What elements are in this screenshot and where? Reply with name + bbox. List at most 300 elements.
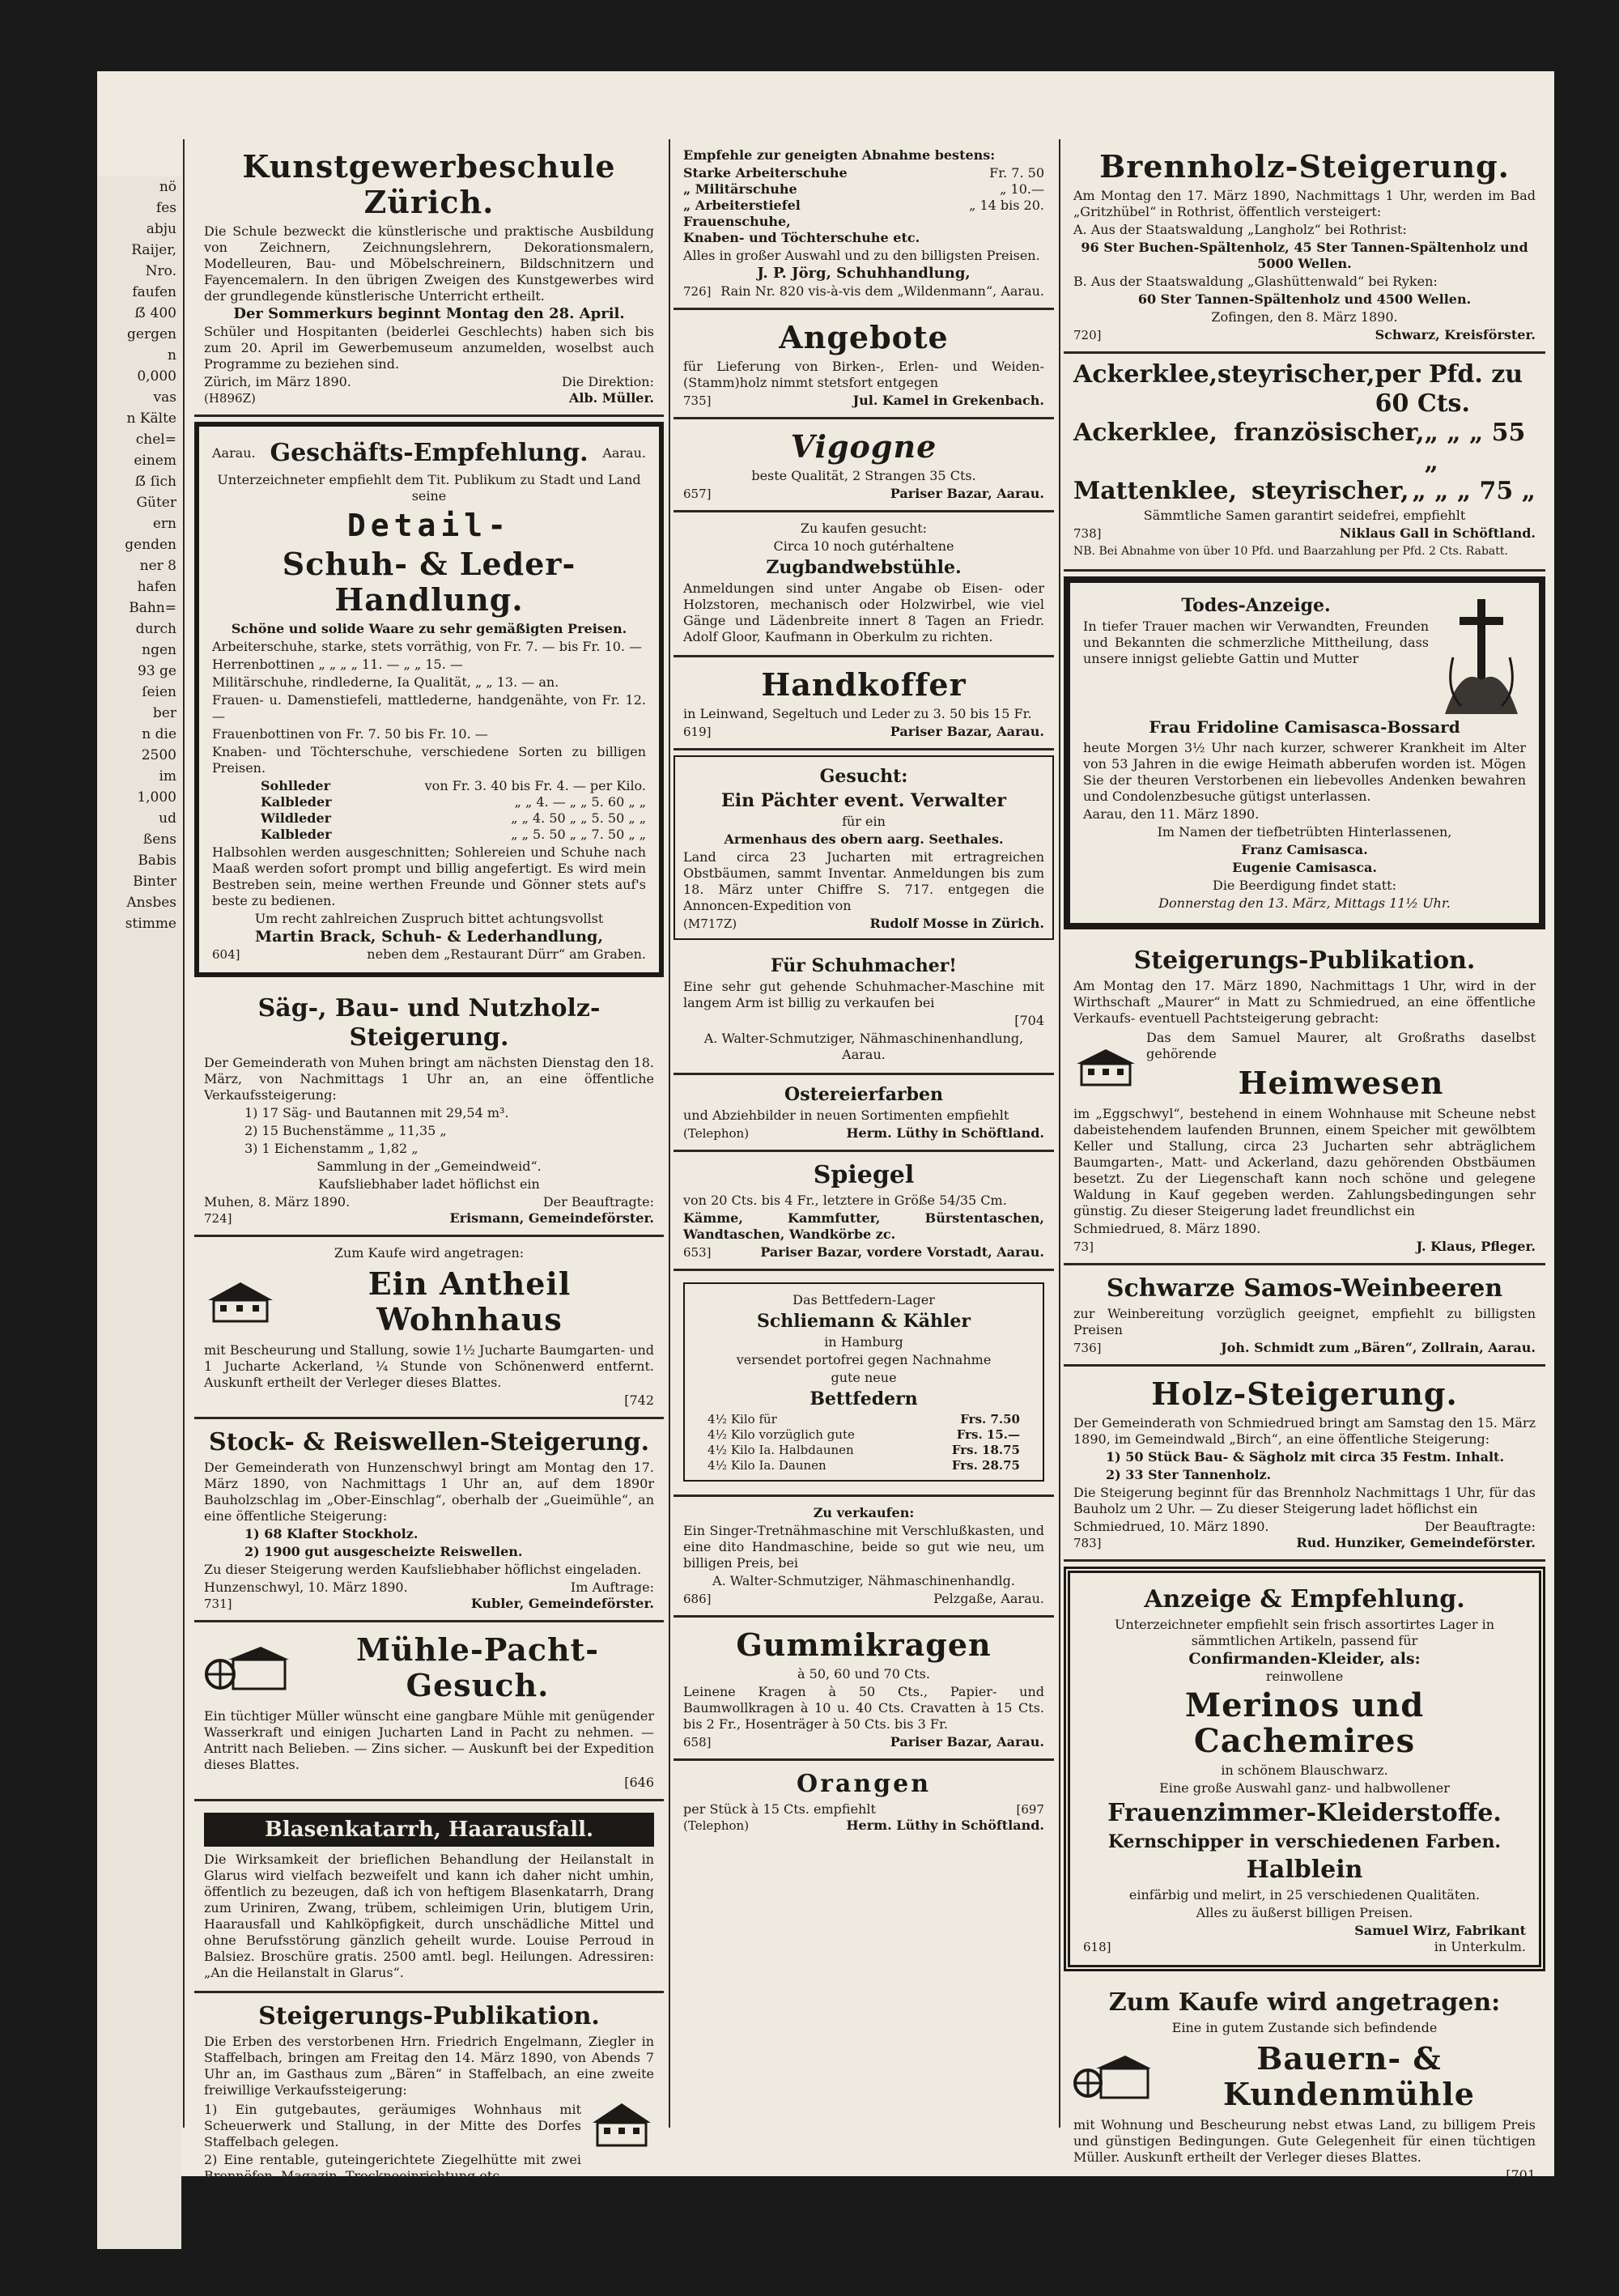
- ad-ref: 720]: [1073, 328, 1102, 342]
- strip-fragment: 2500: [141, 747, 176, 763]
- ad-firm: Schliemann & Kähler: [756, 1311, 971, 1332]
- list-item: 1) 68 Klafter Stockholz.: [244, 1526, 419, 1541]
- strip-fragment: ſeien: [142, 684, 176, 700]
- ad-schuhmacher: [674, 946, 1054, 1075]
- strip-fragment: Babis: [138, 852, 176, 869]
- item-list: [204, 1526, 654, 1560]
- ad-items-a: 96 Ster Buchen-Spältenholz, 45 Ster Tannen-Spältenholz und 5000 Wellen.: [1081, 240, 1528, 271]
- strip-fragment: ẞ ſich: [134, 474, 176, 490]
- ad-head: Zum Kaufe wird angetragen:: [334, 1245, 525, 1261]
- ad-ref: [704: [1014, 1013, 1044, 1028]
- ad-signer: J. Klaus, Pfleger.: [1416, 1239, 1536, 1254]
- ad-angebote: [674, 310, 1054, 419]
- ad-ref: 731]: [204, 1597, 232, 1611]
- list-item: Knaben- und Töchterschuhe, verschiedene Sorten zu billigen Preisen.: [212, 744, 646, 776]
- ad-signer: Erismann, Gemeindeförster.: [449, 1210, 654, 1226]
- ad-title: Stock- & Reiswellen-Steigerung.: [208, 1428, 650, 1456]
- ad-ostereierfarben: [674, 1075, 1054, 1152]
- price-row: [683, 181, 1044, 198]
- ad-date: Zofingen, den 8. März 1890.: [1211, 309, 1398, 325]
- ad-body: und Abziehbilder in neuen Sortimenten empfiehlt: [683, 1108, 1009, 1123]
- column-3: [1064, 139, 1545, 2183]
- ad-title: Schwarze Samos-Weinbeeren: [1106, 1274, 1503, 1303]
- ad-singer: [674, 1497, 1054, 1618]
- ad-items-b: 60 Ster Tannen-Spältenholz und 4500 Wellen.: [1137, 291, 1472, 307]
- newspaper-page: [97, 71, 1554, 2287]
- ad-bettfedern: [674, 1271, 1054, 1497]
- strip-fragment: ßens: [142, 831, 176, 848]
- ad-signer: Brändli, Gemeindeschreiber.: [445, 2272, 654, 2287]
- ad-role: Im Auftrage:: [570, 1580, 654, 1595]
- price-row: [691, 1427, 1036, 1443]
- ad-body: Ein Singer-Tretnähmaschine mit Verschlußkasten, und eine dito Handmaschine, beide so gut wie neu, um billigen Preis, bei: [683, 1523, 1044, 1571]
- ad-name-line: Im Namen der tiefbetrübten Hinterlassenen,: [1157, 824, 1452, 840]
- ad-signer: Schwarz, Kreisförster.: [1375, 327, 1536, 342]
- ad-role: Der Beauftragte:: [542, 1194, 654, 1210]
- ad-body: von 20 Cts. bis 4 Fr., letztere in Größe 54/35 Cm.: [683, 1193, 1007, 1208]
- ad-title: Ein Antheil Wohnhaus: [368, 1265, 572, 1337]
- strip-fragment: ẞ 400: [134, 305, 176, 321]
- ad-place: Zürich, im März 1890.: [204, 374, 351, 389]
- ad-title2: Heimwesen: [1238, 1065, 1444, 1101]
- ad-head: Das Bettfedern-Lager: [793, 1292, 935, 1307]
- ad-address: Rain Nr. 820 vis-à-vis dem „Wildenmann“, Aarau.: [720, 283, 1044, 299]
- ad-phone: (Telephon): [683, 1818, 750, 1833]
- item-name: Knaben- und Töchterschuhe etc.: [683, 230, 920, 245]
- ad-title: Gummikragen: [736, 1626, 992, 1663]
- ad-body: Am Montag den 17. März 1890, Nachmittags 1 Uhr, wird in der Wirthschaft „Maurer“ in Matt zu Schmiedrued, an eine öffentliche Verkaufs- eventuell Pachtsteigerung gebracht:: [1073, 978, 1536, 1026]
- ad-signer: A. Walter-Schmutziger, Nähmaschinenhandlung, Aarau.: [703, 1031, 1024, 1062]
- ad-role: Der Beauftragte:: [1424, 1519, 1536, 1534]
- ad-tagline: Schöne und solide Waare zu sehr gemäßigten Preisen.: [231, 621, 627, 636]
- ad-title: Mühle-Pacht-Gesuch.: [356, 1631, 599, 1703]
- strip-fragment: fes: [155, 200, 176, 216]
- klee-price: „ „ „ 75 „: [1412, 477, 1536, 505]
- ad-title: Brennholz-Steigerung.: [1099, 148, 1510, 185]
- strip-fragment: Nro.: [145, 263, 176, 279]
- column-1: [194, 139, 664, 2287]
- ad-body: Zu dieser Steigerung werden Kaufsliebhaber höflichst eingeladen.: [204, 1562, 642, 1577]
- ad-role: Der Beauftragte:: [542, 2256, 654, 2271]
- strip-fragment: ern: [152, 516, 176, 532]
- ad-funeral-date: Donnerstag den 13. März, Mittags 11½ Uhr.: [1158, 895, 1451, 911]
- ad-wirz: [1064, 1567, 1545, 1971]
- price-list: [683, 165, 1044, 246]
- ad-date: Schmiedrued, 10. März 1890.: [1073, 1519, 1269, 1534]
- strip-fragment: chel=: [135, 432, 176, 448]
- ad-halb2: einfärbig und melirt, in 25 verschiedenen Qualitäten.: [1128, 1887, 1481, 1903]
- ad-date: Muhen, 8. März 1890.: [204, 1194, 351, 1210]
- ad-ref: [697: [1016, 1802, 1044, 1817]
- ad-body: in Leinwand, Segeltuch und Leder zu 3. 50 bis 15 Fr.: [683, 706, 1032, 721]
- ad-brennholz: [1064, 139, 1545, 354]
- price-row: [691, 1443, 1036, 1458]
- ad-saeg-steigerung: [194, 985, 664, 1237]
- ad-body: Die Schule bezweckt die künstlerische und praktische Ausbildung von Zeichnern, Zeichnungslehrern, Dekorationsmalern, Modelleuren, Bau- und Möbelschreinern, Bildschnitzern und Fayencemalern. In den übrigen Zweigen des Kunstgewerbes wird der grundlegende künstlerische Unterricht ertheilt.: [204, 223, 654, 304]
- ad-kern: Kernschipper in verschiedenen Farben.: [1107, 1831, 1502, 1852]
- ad-body: In tiefer Trauer machen wir Verwandten, Freunden und Bekannten die schmerzliche Mittheilung, dass unsere innigst geliebte Gattin und Mutter: [1083, 619, 1429, 666]
- ad-section-a: A. Aus der Staatswaldung „Langholz“ bei Rothrist:: [1073, 222, 1407, 237]
- ad-signer: Franz Camisasca.: [1241, 842, 1368, 857]
- item-price: Frs. 28.75: [951, 1458, 1020, 1473]
- ad-sub: Eine in gutem Zustande sich befindende: [1171, 2020, 1438, 2035]
- ad-title: Vigogne: [790, 428, 937, 465]
- ad-blasenkatarrh: [194, 1801, 664, 1993]
- strip-fragment: gergen: [127, 326, 176, 342]
- ad-gesucht-paechter: [674, 755, 1054, 940]
- item-name: „ Arbeiterstiefel: [683, 198, 801, 213]
- ad-body: Land circa 23 Jucharten mit ertragreichen Obstbäumen, sammt Inventar. Anmeldungen bis zum 18. März unter Chiffre S. 717. entgegen die Annoncen-Expedition von: [683, 849, 1044, 913]
- ad-ref: [646: [624, 1775, 654, 1790]
- ad-heading: Schuh- & Leder-Handlung.: [282, 546, 576, 618]
- leather-price-list: [212, 778, 646, 843]
- strip-fragment: ner 8: [139, 558, 176, 574]
- ad-title: Ostereierfarben: [784, 1084, 943, 1105]
- strip-fragment: stimme: [125, 916, 176, 932]
- strip-fragment: genden: [125, 537, 176, 553]
- list-item: 2) Eine rentable, guteingerichtete Ziegelhütte mit zwei Brennöfen, Magazin, Trockneeinrichtung etc.: [204, 2152, 581, 2183]
- ad-signer: Joh. Schmidt zum „Bären“, Zollrain, Aarau.: [1221, 1340, 1536, 1355]
- ad-signer: A. Walter-Schmutziger, Nähmaschinenhandlg.: [712, 1573, 1015, 1588]
- ad-big: Merinos und Cachemires: [1184, 1686, 1425, 1760]
- strip-fragment: einem: [134, 453, 176, 469]
- item-name: 4½ Kilo vorzüglich gute: [708, 1427, 855, 1442]
- ad-funeral: Die Beerdigung findet statt:: [1212, 878, 1396, 893]
- ad-signer: Samuel Wirz, Fabrikant: [1354, 1923, 1526, 1938]
- ad-body: Der Gemeinderath von Hunzenschwyl bringt am Montag den 17. März 1890, von Nachmittags 1 Uhr an, auf dem 1890r Bauholzschlag im „Ober-Einschlag“, oberhalb der „Gueimühle“, an eine öffentliche Steigerung:: [204, 1460, 654, 1524]
- ad-body: à 50, 60 und 70 Cts.: [797, 1666, 930, 1682]
- adjacent-page-strip: [97, 176, 181, 2249]
- item-price: „ „ 4. 50 „ „ 5. 50 „ „: [511, 810, 646, 826]
- ad-ref: 619]: [683, 725, 712, 739]
- ad-title: Orangen: [796, 1770, 932, 1798]
- ad-note: NB. Bei Abnahme von über 10 Pfd. und Baarzahlung per Pfd. 2 Cts. Rabatt.: [1073, 545, 1508, 558]
- ad-body: Der Gemeinderath von Schmiedrued bringt am Samstag den 15. März 1890, im Gemeindwald „Birch“, an eine öffentliche Steigerung:: [1073, 1415, 1536, 1447]
- price-row: [261, 778, 646, 794]
- strip-fragment: 1,000: [137, 789, 176, 806]
- item-price: „ „ 4. — „ „ 5. 60 „ „: [514, 794, 646, 810]
- ad-head: Zu verkaufen:: [813, 1505, 915, 1520]
- ad-date: Schmiedrued, 8. März 1890.: [1073, 1221, 1261, 1236]
- ad-body: beste Qualität, 2 Strangen 35 Cts.: [751, 468, 976, 483]
- list-item: 1) 50 Stück Bau- & Sägholz mit circa 35 Festm. Inhalt.: [1106, 1449, 1505, 1465]
- column-rule: [183, 139, 185, 2128]
- ad-title: Steigerungs-Publikation.: [1133, 946, 1476, 975]
- strip-fragment: n die: [142, 726, 176, 742]
- list-item: Militärschuhe, rindlederne, Ia Qualität, „ „ 13. — an.: [212, 674, 559, 690]
- strip-fragment: ngen: [142, 642, 176, 658]
- ad-signer: Pariser Bazar, vordere Vorstadt, Aarau.: [760, 1244, 1044, 1260]
- strip-fragment: 93 ge: [138, 663, 176, 679]
- klee-name: Mattenklee,: [1073, 477, 1238, 505]
- strip-fragment: faufen: [132, 284, 176, 300]
- ad-halb: Halblein: [1246, 1856, 1363, 1884]
- item-name: Starke Arbeiterschuhe: [683, 165, 848, 181]
- ad-title: Steigerungs-Publikation.: [258, 2002, 600, 2030]
- item-name: Wildleder: [261, 810, 332, 826]
- ad-body: Halbsohlen werden ausgeschnitten; Sohlereien und Schuhe nach Maaß werden sofort prompt und billig angefertigt. Es wird mein Bestreben sein, meine werthen Freunde und Gönner stets auf's beste zu bedienen.: [212, 844, 646, 908]
- ad-sub: für ein: [842, 814, 886, 829]
- ad-muehle-pacht: [194, 1622, 664, 1801]
- deceased-name: Frau Fridoline Camisasca-Bossard: [1149, 717, 1460, 737]
- ad-head: Gesucht:: [819, 766, 908, 787]
- klee-row: [1073, 419, 1536, 477]
- ad-ref: 653]: [683, 1245, 712, 1260]
- ad-ref: 604]: [212, 947, 240, 962]
- ad-title: Handkoffer: [761, 666, 967, 703]
- house-icon: [589, 2100, 654, 2149]
- list-item: Frauen- u. Damenstiefeli, mattlederne, handgenähte, von Fr. 12. —: [212, 692, 646, 724]
- ad-ref: 736]: [1073, 1341, 1102, 1355]
- ad-place: Armenhaus des obern aarg. Seethales.: [724, 831, 1004, 847]
- ad-signer: Eugenie Camisasca.: [1232, 860, 1377, 875]
- strip-fragment: vas: [153, 389, 176, 406]
- ad-todes-anzeige: [1064, 576, 1545, 929]
- ad-body: versendet portofrei gegen Nachnahme: [736, 1352, 992, 1367]
- ad-ref: 658]: [683, 1735, 712, 1750]
- ad-title: Holz-Steigerung.: [1151, 1375, 1458, 1412]
- price-row: [691, 1458, 1036, 1473]
- item-price: „ „ 5. 50 „ „ 7. 50 „ „: [511, 827, 646, 842]
- ad-body: im „Eggschwyl“, bestehend in einem Wohnhause mit Scheune nebst dabeistehendem laufenden Brunnen, einem Speicher mit gewölbtem Keller und Stallung, circa 23 Jucharten sehr abträglichem Baumgarten-, Matt- und Ackerland, dazu gehörenden Obstbäumen besetzt. Zu der Liegenschaft kann noch schöne und gelegene Waldung in Kauf gegeben werden. Zahlungsbedingungen sehr günstig. Zu dieser Steigerung ladet freundlichst ein: [1073, 1106, 1536, 1218]
- ad-col: in schönem Blauschwarz.: [1221, 1762, 1388, 1778]
- ad-invite: Kaufsliebhaber ladet höflichst ein: [318, 1176, 540, 1192]
- list-item: 1) Ein gutgebautes, geräumiges Wohnhaus mit Scheuerwerk und Stallung, in der Mitte des Dorfes Staffelbach gelegen.: [204, 2102, 581, 2149]
- ad-signer: Herm. Lüthy in Schöftland.: [846, 1125, 1044, 1141]
- ad-phone: (Telephon): [683, 1126, 750, 1141]
- bettfedern-box: [683, 1282, 1044, 1482]
- ad-body: Die Erben des verstorbenen Hrn. Friedrich Engelmann, Ziegler in Staffelbach, bringen am Freitag den 14. März 1890, von Abends 7 Uhr an, im Gasthaus zum „Bären“ in Staffelbach, an eine zweite freiwillige Verkaufssteigerung:: [204, 2034, 654, 2098]
- ad-title: Spiegel: [813, 1161, 915, 1189]
- ad-title: Anzeige & Empfehlung.: [1144, 1585, 1465, 1614]
- price-list: [691, 1412, 1036, 1473]
- column-rule: [669, 139, 670, 2128]
- ad-body: mit Bescheurung und Stallung, sowie 1½ Jucharte Baumgarten- und 1 Jucharte Ackerland, ¼ Stunde von Schönenwerd entfernt. Auskunft ertheilt der Verleger dieses Blattes.: [204, 1342, 654, 1390]
- ad-title: Geschäfts-Empfehlung.: [270, 439, 589, 467]
- ad-signer: Rud. Hunziker, Gemeindeförster.: [1296, 1535, 1536, 1550]
- list-item: 1) 17 Säg- und Bautannen mit 29,54 m³.: [244, 1105, 509, 1120]
- strip-fragment: abju: [146, 221, 176, 237]
- strip-fragment: Bahn=: [129, 600, 176, 616]
- ad-ref: 735]: [683, 393, 712, 408]
- list-item: Frauenbottinen von Fr. 7. 50 bis Fr. 10. —: [212, 726, 488, 742]
- klee-price: „ „ „ 55 „: [1424, 419, 1526, 476]
- strip-fragment: Binter: [133, 874, 176, 890]
- ad-date: Staffelbach, 6. März 1890.: [204, 2256, 379, 2271]
- ad-city: in Hamburg: [824, 1334, 903, 1350]
- ad-body: heute Morgen 3½ Uhr nach kurzer, schwerer Krankheit im Alter von 53 Jahren in die ewige Heimath abberufen worden ist. Mögen Sie der theuren Verstorbenen ein liebevolles Andenken bewahren und Condolenzbesuche gütigst unterlassen.: [1083, 740, 1526, 804]
- strip-fragment: Raijer,: [131, 242, 176, 258]
- price-row: [683, 214, 1044, 230]
- ad-body: Die Steigerung beginnt für das Brennholz Nachmittags 1 Uhr, für das Bauholz um 2 Uhr. — Zu dieser Steigerung ladet höflichst ein: [1073, 1485, 1536, 1516]
- list-item: Herrenbottinen „ „ „ „ 11. — „ „ 15. —: [212, 657, 463, 672]
- ad-signer: Pariser Bazar, Aarau.: [890, 724, 1044, 739]
- ad-intro: Empfehle zur geneigten Abnahme bestens:: [683, 147, 996, 163]
- price-row: [683, 230, 1044, 246]
- strip-fragment: n Kälte: [126, 410, 176, 427]
- item-list: [204, 2100, 581, 2236]
- ad-body: Unterzeichneter empfiehlt sein frisch assortirtes Lager in sämmtlichen Artikeln, passend für: [1114, 1617, 1495, 1648]
- list-item: Arbeiterschuhe, starke, stets vorräthig, von Fr. 7. — bis Fr. 10. —: [212, 639, 643, 654]
- ad-title: Blasenkatarrh, Haarausfall.: [204, 1813, 654, 1847]
- ad-body: Die Wirksamkeit der brieflichen Behandlung der Heilanstalt in Glarus wird vielfach bezweifelt und kann ich daher nicht umhin, öffentlich zu bezeugen, daß ich von heftigem Blasenkatarrh, Drang zum Uriniren, Zwang, trübem, schleimigen Urin, blutigem Urin, Haarausfall und Kahlköpfigkeit, durch unschädliche Mittel und ohne Berufsstörung gänzlich geheilt wurde. Louise Perroud in Balsiez. Broschüre gratis. 2500 amtl. begl. Heilungen. Adressiren: „An die Heilanstalt in Glarus“.: [204, 1852, 654, 1980]
- ad-body: Anmeldungen sind unter Angabe ob Eisen- oder Holzstoren, mechanisch oder Holzwirbel, wie viel Gänge und Lädenbreite innert 8 Tagen an Friedr. Adolf Gloor, Kaufmann in Oberkulm zu richten.: [683, 580, 1044, 644]
- price-row: [261, 827, 646, 843]
- item-name: „ Militärschuhe: [683, 181, 797, 197]
- ad-gummikragen: [674, 1618, 1054, 1761]
- strip-fragment: hafen: [137, 579, 176, 595]
- ad-body: Eine sehr gut gehende Schuhmacher-Maschine mit langem Arm ist billig zu verkaufen bei: [683, 979, 1044, 1010]
- price-row: [261, 794, 646, 810]
- list-item: 2) 1900 gut ausgescheizte Reiswellen.: [244, 1544, 523, 1559]
- strip-fragment: Güter: [136, 495, 176, 511]
- mill-icon: [1073, 2052, 1154, 2101]
- ad-signer: J. P. Jörg, Schuhhandlung,: [757, 265, 971, 282]
- ad-date: Aarau, den 11. März 1890.: [1083, 806, 1260, 822]
- ad-mid: Frauenzimmer-Kleiderstoffe.: [1107, 1799, 1502, 1827]
- ad-owner: Das dem Samuel Maurer, alt Großraths daselbst gehörende: [1146, 1030, 1536, 1061]
- ad-body: Leinene Kragen à 50 Cts., Papier- und Baumwollkragen à 10 u. 40 Cts. Cravatten à 15 Cts. bis 2 Fr., Hosenträger à 50 Cts. bis 3 Fr.: [683, 1684, 1044, 1732]
- ad-title: Todes-Anzeige.: [1181, 595, 1331, 616]
- ad-signer: Martin Brack, Schuh- & Lederhandlung,: [255, 928, 603, 946]
- item-price: Frs. 15.—: [956, 1427, 1020, 1442]
- ad-ref: 686]: [683, 1592, 712, 1606]
- ad-ref: 73]: [1073, 1239, 1094, 1254]
- ad-body: Sämmtliche Samen garantirt seidefrei, empfiehlt: [1143, 508, 1466, 523]
- ad-signer: Alb. Müller.: [568, 390, 654, 406]
- ad-orangen: [674, 1761, 1054, 1842]
- klee-name: Ackerklee,: [1073, 360, 1218, 389]
- ad-spiegel: [674, 1152, 1054, 1271]
- ad-items: Kämme, Kammfutter, Bürstentaschen, Wandtaschen, Wandkörbe zc.: [683, 1210, 1044, 1242]
- ad-ref: 738]: [1073, 526, 1102, 541]
- ad-title: Kunstgewerbeschule Zürich.: [242, 148, 616, 220]
- strip-fragment: durch: [135, 621, 176, 637]
- ad-antheil-wohnhaus: [194, 1237, 664, 1419]
- column-rule: [1059, 139, 1060, 2128]
- price-row: [683, 198, 1044, 214]
- ad-body: Der Gemeinderath von Muhen bringt am nächsten Dienstag den 18. März, von Nachmittags 1 Uhr an, an eine öffentliche Verkaufssteigerung:: [204, 1055, 654, 1103]
- item-name: Sohlleder: [261, 778, 330, 793]
- ad-signer: Pariser Bazar, Aarau.: [890, 486, 1044, 501]
- ad-section-b: B. Aus der Staatswaldung „Glashüttenwald“ bei Ryken:: [1073, 274, 1438, 289]
- ad-ref: [742: [624, 1392, 654, 1408]
- ad-signer: Herm. Lüthy in Schöftland.: [846, 1818, 1044, 1833]
- ad-head: Zu kaufen gesucht:: [800, 521, 928, 536]
- ad-ref: [701: [1506, 2167, 1536, 2183]
- ad-body: mit Wohnung und Bescheurung nebst etwas Land, zu billigem Preis und günstigen Bedingungen. Gute Gelegenheit für einen tüchtigen Müller. Auskunft ertheilt der Verleger dieses Blattes.: [1073, 2117, 1536, 2165]
- list-item: 3) Circa 6 Hektaren und 70 Aren abträgliches Baumgarten-, Matt-, Acker- und Holzland, in verschiedenen Parzellen.: [204, 2186, 581, 2234]
- ad-ref: 657]: [683, 487, 712, 501]
- ad-klee: [1064, 354, 1545, 572]
- strip-fragment: 0,000: [137, 368, 176, 385]
- list-item: 2) 33 Ster Tannenholz.: [1106, 1467, 1272, 1482]
- ad-title: Säg-, Bau- und Nutzholz-Steigerung.: [257, 994, 601, 1052]
- ad-joerg: [674, 139, 1054, 310]
- item-price: Frs. 7.50: [960, 1412, 1020, 1426]
- ad-steigerung-staffelbach: [194, 1993, 664, 2296]
- ad-stock-steigerung: [194, 1419, 664, 1622]
- ad-vigogne: [674, 419, 1054, 512]
- item-price: „ 14 bis 20.: [969, 198, 1044, 213]
- item-name: Kalbleder: [261, 827, 332, 842]
- klee-price: per Pfd. zu 60 Cts.: [1375, 360, 1523, 418]
- item-name: Kalbleder: [261, 794, 332, 810]
- strip-fragment: ud: [159, 810, 176, 827]
- klee-origin: steyrischer,: [1251, 477, 1409, 505]
- ad-date: Hunzenschwyl, 10. März 1890.: [204, 1580, 408, 1595]
- item-name: 4½ Kilo Ia. Daunen: [708, 1458, 826, 1473]
- grave-cross-icon: [1437, 593, 1526, 714]
- ad-ref: 783]: [1073, 1536, 1102, 1550]
- ad-body: Am Montag den 17. März 1890, Nachmittags 1 Uhr, werden im Bad „Gritzhübel“ in Rothrist, öffentlich versteigert:: [1073, 188, 1536, 219]
- ad-conf: Confirmanden-Kleider, als:: [1188, 1650, 1421, 1668]
- ad-thanks: Um recht zahlreichen Zuspruch bittet achtungsvollst: [254, 911, 604, 926]
- ad-handkoffer: [674, 657, 1054, 750]
- ad-signer: Niklaus Gall in Schöftland.: [1339, 525, 1536, 541]
- ad-address: Pelzgaße, Aarau.: [933, 1591, 1044, 1606]
- klee-name: Ackerklee,: [1073, 419, 1218, 447]
- ad-samos: [1064, 1265, 1545, 1367]
- ad-place: Aarau.: [212, 445, 256, 461]
- strip-fragment: nö: [159, 179, 176, 195]
- ad-title: Angebote: [779, 319, 949, 355]
- ad-place: in Unterkulm.: [1434, 1939, 1526, 1954]
- ad-signer: Kubler, Gemeindeförster.: [470, 1596, 654, 1611]
- strip-fragment: Ansbes: [126, 895, 176, 911]
- ad-title: Für Schuhmacher!: [771, 955, 957, 976]
- ad-price: Alles zu äußerst billigen Preisen.: [1196, 1905, 1413, 1920]
- ad-body: Schüler und Hospitanten (beiderlei Geschlechts) haben sich bis zum 20. April im Gewerbemuseum anzumelden, woselbst auch Programme zu beziehen sind.: [204, 324, 654, 372]
- ad-signer: Jul. Kamel in Grekenbach.: [852, 393, 1044, 408]
- list-item: 3) 1 Eichenstamm „ 1,82 „: [244, 1141, 419, 1156]
- ad-body: Alles in großer Auswahl und zu den billigsten Preisen.: [683, 248, 1040, 263]
- ad-title: Bettfedern: [810, 1388, 918, 1409]
- ad-meet: Sammlung in der „Gemeindweid“.: [317, 1159, 542, 1174]
- ad-body: Ein tüchtiger Müller wünscht eine gangbare Mühle mit genügender Wasserkraft und einigen Jucharten Land in Pacht zu nehmen. — Antritt nach Belieben. — Zins sicher. — Auskunft bei der Expedition dieses Blattes.: [204, 1708, 654, 1772]
- ad-bauernmuehle: [1064, 1979, 1545, 2192]
- ad-ref: 699]: [204, 2273, 232, 2287]
- ad-ref: 618]: [1083, 1940, 1111, 1954]
- house-icon: [204, 1279, 277, 1324]
- ad-brack: [194, 422, 664, 977]
- ad-title: Zugbandwebstühle.: [766, 557, 962, 578]
- ad-address: neben dem „Restaurant Dürr“ am Graben.: [367, 946, 646, 962]
- ad-place: Aarau.: [602, 445, 646, 461]
- ad-role: Die Direktion:: [561, 374, 654, 389]
- ad-heading: Detail-: [346, 508, 512, 543]
- ad-sub: reinwollene: [1265, 1669, 1344, 1684]
- item-name: 4½ Kilo Ia. Halbdaunen: [708, 1443, 854, 1457]
- klee-row: [1073, 360, 1536, 419]
- ad-head: Zum Kaufe wird angetragen:: [1108, 1988, 1501, 2017]
- ad-ref: (M717Z): [683, 916, 737, 931]
- ad-holz-steigerung: [1064, 1367, 1545, 1562]
- price-list: [212, 639, 646, 776]
- klee-origin: französischer,: [1234, 419, 1425, 447]
- ad-title: Ein Pächter event. Verwalter: [721, 790, 1006, 811]
- mill-icon: [204, 1643, 293, 1692]
- klee-row: [1073, 477, 1536, 506]
- column-2: [674, 139, 1054, 2128]
- item-price: von Fr. 3. 40 bis Fr. 4. — per Kilo.: [424, 778, 646, 793]
- item-name: 4½ Kilo für: [708, 1412, 777, 1426]
- item-name: Frauenschuhe,: [683, 214, 791, 229]
- ad-signer: Pariser Bazar, Aarau.: [890, 1734, 1044, 1750]
- ad-title: Bauern- & Kundenmühle: [1223, 2040, 1475, 2112]
- price-row: [683, 165, 1044, 181]
- ad-signer: Rudolf Mosse in Zürich.: [869, 916, 1044, 931]
